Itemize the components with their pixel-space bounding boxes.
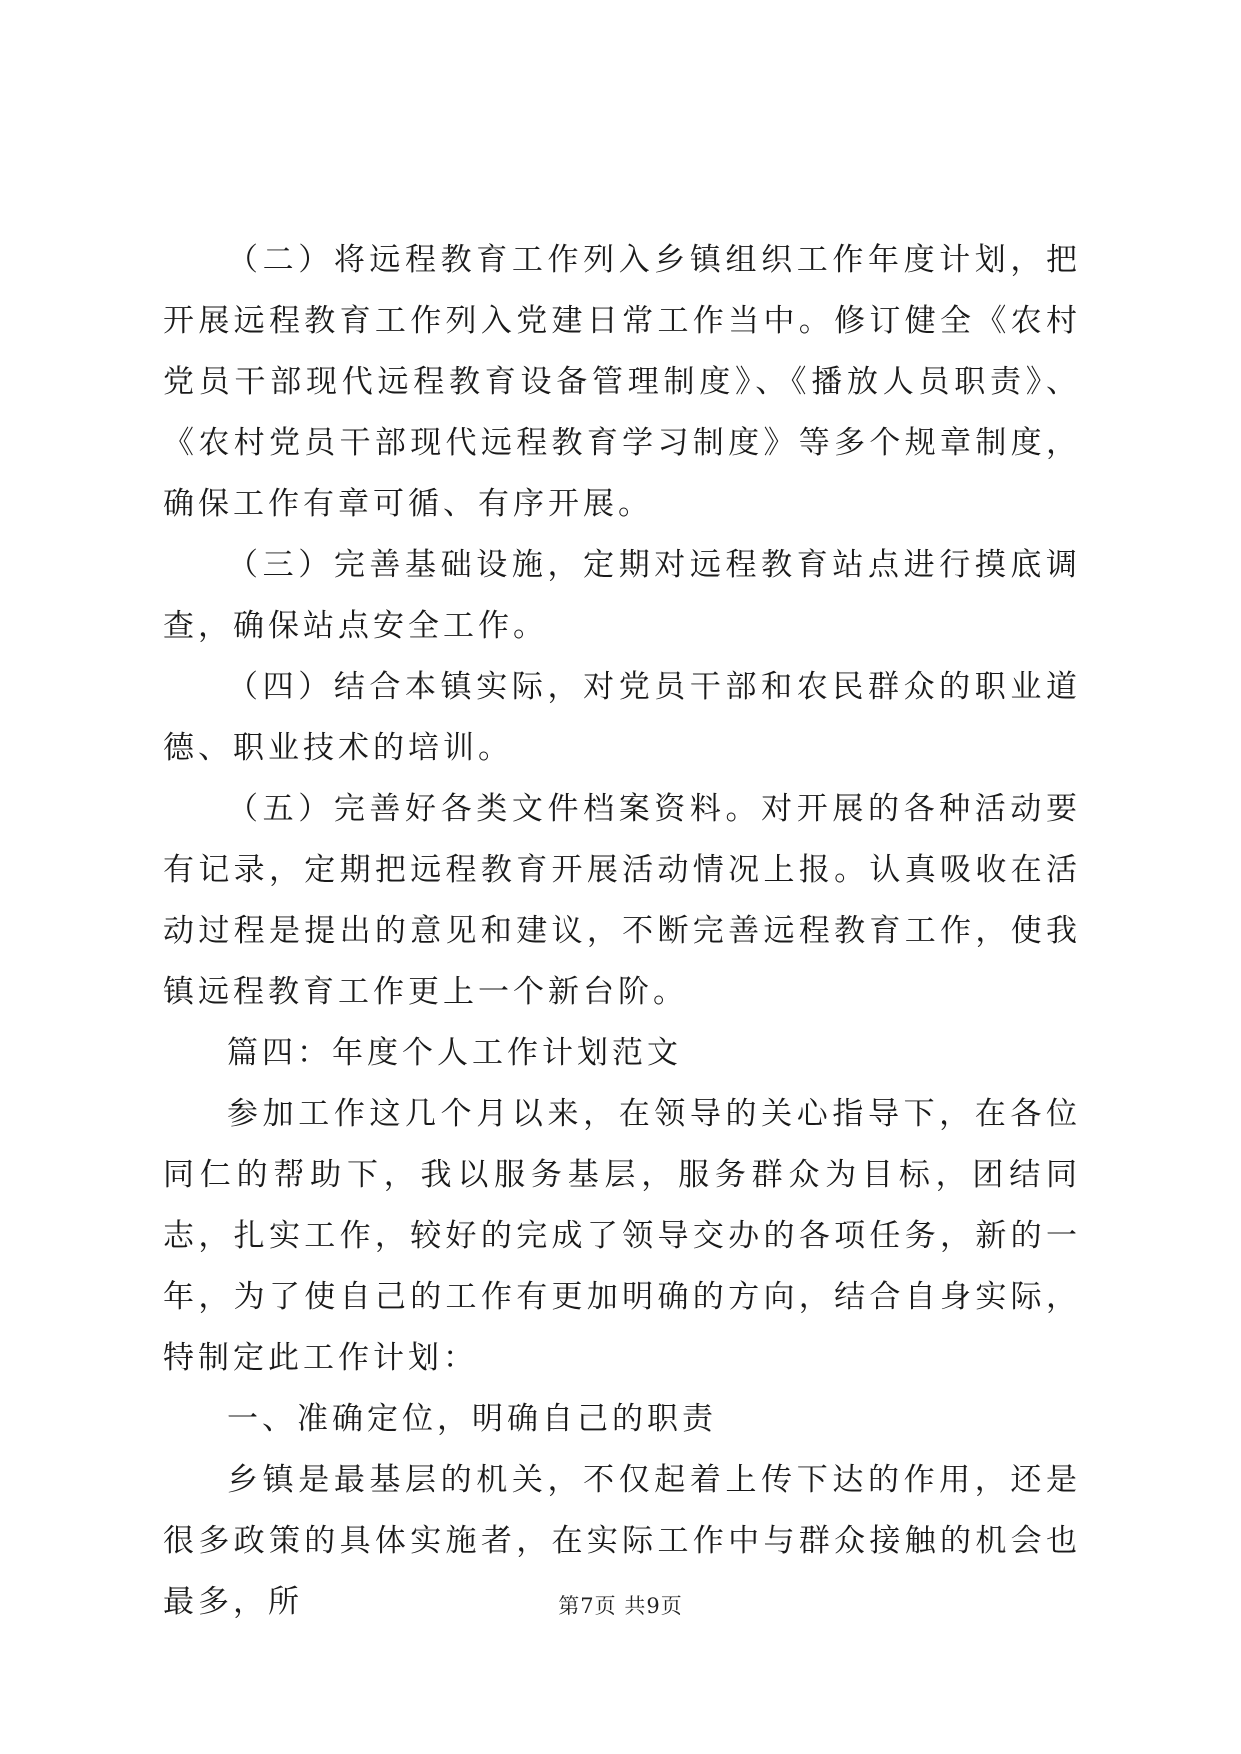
paragraph-intro: 参加工作这几个月以来，在领导的关心指导下，在各位同仁的帮助下，我以服务基层，服务群众为目标，团结同志，扎实工作，较好的完成了领导交办的各项任务，新的一年，为了使自己的工作有更加明确的方向，结合自身实际，特制定此工作计划：: [163, 1096, 1081, 1376]
page-number-footer: 第7页 共9页: [558, 1594, 683, 1618]
paragraph-section-two: （二）将远程教育工作列入乡镇组织工作年度计划，把开展远程教育工作列入党建日常工作当中。修订健全《农村党员干部现代远程教育设备管理制度》、《播放人员职责》、《农村党员干部现代远程教育学习制度》等多个规章制度，确保工作有章可循、有序开展。: [163, 242, 1081, 522]
paragraph-section-four: （四）结合本镇实际，对党员干部和农民群众的职业道德、职业技术的培训。: [163, 669, 1081, 766]
chapter-heading: 篇四：年度个人工作计划范文: [227, 1035, 682, 1071]
paragraph-section-three: （三）完善基础设施，定期对远程教育站点进行摸底调查，确保站点安全工作。: [163, 547, 1081, 644]
document-body: [163, 230, 1081, 1633]
paragraph-section-five: （五）完善好各类文件档案资料。对开展的各种活动要有记录，定期把远程教育开展活动情况上报。认真吸收在活动过程是提出的意见和建议，不断完善远程教育工作，使我镇远程教育工作更上一个新台阶。: [163, 791, 1081, 1010]
paragraph-township-role: 乡镇是最基层的机关，不仅起着上传下达的作用，还是很多政策的具体实施者，在实际工作中与群众接触的机会也最多，所: [163, 1462, 1081, 1620]
section-heading: 一、准确定位，明确自己的职责: [227, 1401, 717, 1437]
